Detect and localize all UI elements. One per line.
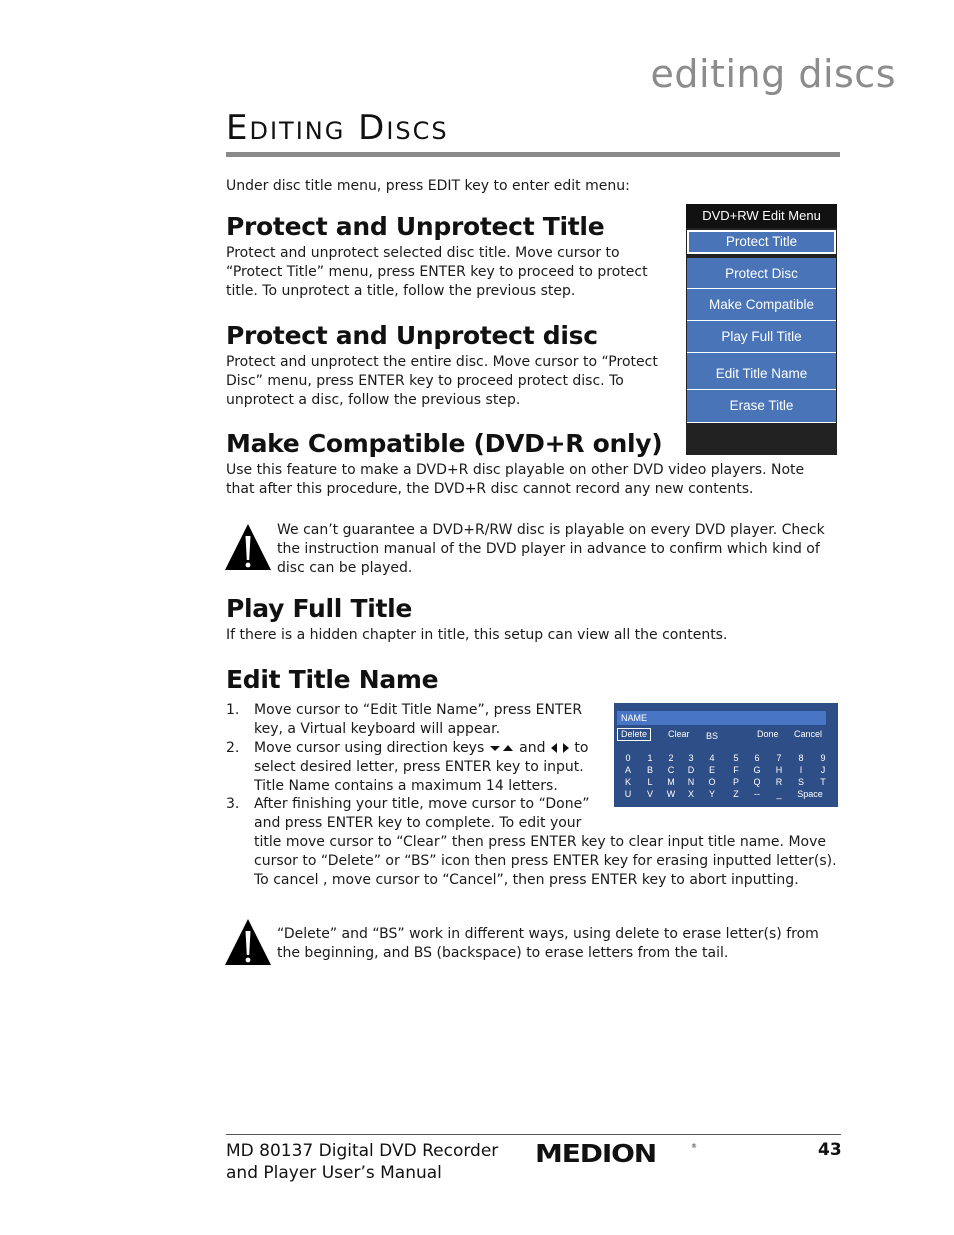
vkb-key: G [753,765,761,775]
vkb-key: Space [797,789,823,799]
section-protect-disc [226,321,678,410]
vkb-clear-key: Clear [668,729,690,739]
vkb-key: 7 [776,753,782,763]
vkb-key: E [708,765,715,775]
footer-line-2: and Player User’s Manual [226,1163,442,1183]
vkb-row [622,777,832,789]
vkb-key: 3 [688,753,694,763]
footer-rule [226,1134,841,1135]
vkb-key: H [775,765,783,775]
vkb-delete-key: Delete [617,728,651,741]
heading-protect-title: Protect and Unprotect Title [226,212,605,241]
heading-protect-disc: Protect and Unprotect disc [226,321,598,350]
vkb-key: K [624,777,631,787]
virtual-keyboard-image [614,703,838,807]
vkb-key: 9 [820,753,826,763]
vkb-key: R [775,777,783,787]
text-protect-title: Protect and unprotect selected disc title. Move cursor to “Protect Title” menu, press ENTER key to proceed to protect title. To unprotect a title, follow the previous step. [226,245,648,299]
down-up-arrows-icon [489,743,515,753]
section-protect-title [226,212,678,301]
warning-text-1: We can’t guarantee a DVD+R/RW disc is playable on every DVD player. Check the instruction manual of the DVD player in advance to confirm which kind of disc can be played. [277,522,825,576]
step-text-middle: and [519,740,546,756]
warning-triangle-icon [224,918,272,966]
vkb-key: 2 [668,753,674,763]
edit-menu-item-make-compatible: Make Compatible [687,289,836,321]
vkb-key: Y [708,789,715,799]
vkb-key: W [666,789,676,799]
vkb-row [622,765,832,777]
medion-logo [535,1141,699,1165]
section-edit-title-name [226,665,606,694]
vkb-key: B [646,765,653,775]
vkb-key: J [820,765,826,775]
warning-triangle-icon [224,523,272,571]
vkb-key: _ [776,789,782,799]
vkb-row [622,753,832,765]
vkb-key: Z [733,789,739,799]
section-make-compatible [226,429,826,499]
vkb-key: L [647,777,653,787]
step-2 [226,739,606,796]
vkb-key: S [797,777,804,787]
edit-menu-item-protect-disc: Protect Disc [687,258,836,289]
page-number: 43 [818,1140,842,1160]
vkb-key: U [624,789,632,799]
vkb-key: -- [754,789,760,799]
vkb-key: D [687,765,695,775]
step-3-body [254,795,838,890]
vkb-name-bar: NAME [617,711,826,725]
warning-text-2: “Delete” and “BS” work in different ways, using delete to erase letter(s) from the beginning, and BS (backspace) to erase letters from the tail. [277,926,819,961]
edit-menu-item-protect-title: Protect Title [687,230,836,254]
vkb-cancel-key: Cancel [794,729,823,739]
vkb-key: X [687,789,694,799]
warning-icon-1 [224,523,272,575]
steps-list [226,701,606,796]
warning-icon-2 [224,918,272,970]
vkb-key: P [732,777,739,787]
step-number: 3. [226,796,240,812]
heading-play-full-title: Play Full Title [226,594,413,623]
vkb-key: N [687,777,695,787]
vkb-key: O [708,777,716,787]
text-make-compatible: Use this feature to make a DVD+R disc playable on other DVD video players. Note that after this procedure, the DVD+R disc cannot record any new contents. [226,462,805,497]
vkb-key: 4 [709,753,715,763]
footer-manual-title [226,1140,498,1184]
heading-edit-title-name: Edit Title Name [226,665,439,694]
vkb-key: 0 [625,753,631,763]
step-1 [226,701,606,739]
page-title: Editing Discs [226,108,449,148]
left-right-arrows-icon [550,743,570,753]
dvd-edit-menu-image [686,204,837,455]
vkb-key: A [624,765,631,775]
medion-logo-icon [535,1141,699,1165]
edit-menu-item-play-full-title: Play Full Title [687,321,836,353]
edit-menu-title: DVD+RW Edit Menu [686,204,837,228]
heading-make-compatible: Make Compatible (DVD+R only) [226,429,663,458]
vkb-key: I [799,765,803,775]
step-text-before: Move cursor using direction keys [254,740,485,756]
edit-menu-item-edit-title-name: Edit Title Name [687,353,836,390]
step-text: Move cursor to “Edit Title Name”, press ENTER key, a Virtual keyboard will appear. [254,702,583,737]
intro-text: Under disc title menu, press EDIT key to enter edit menu: [226,178,630,194]
edit-menu-item-erase-title: Erase Title [687,390,836,423]
vkb-key: 8 [798,753,804,763]
svg-text:®: ® [691,1143,697,1150]
vkb-bs-key: BS [706,731,719,741]
vkb-key: 6 [754,753,760,763]
step-number: 2. [226,740,240,756]
svg-text:MEDION: MEDION [535,1141,657,1165]
step-text: After finishing your title, move cursor to “Done” and press ENTER key to complete. To edit your title move cursor to “Clear” then press ENTER key to clear input title name. Move cursor to “Delete” or “BS” icon then press ENTER key for erasing inputted letter(s). To cancel , move cursor to “Cancel”, then press ENTER key to abort inputting. [254,796,837,888]
title-rule [226,152,840,157]
footer-line-1: MD 80137 Digital DVD Recorder [226,1141,499,1161]
vkb-row [622,789,832,801]
vkb-done-key: Done [757,729,779,739]
vkb-key: C [667,765,675,775]
step-number: 1. [226,702,240,718]
running-head: editing discs [650,52,896,96]
vkb-key: V [646,789,653,799]
text-play-full-title: If there is a hidden chapter in title, this setup can view all the contents. [226,627,728,643]
vkb-key: 5 [733,753,739,763]
vkb-key: Q [753,777,761,787]
text-protect-disc: Protect and unprotect the entire disc. Move cursor to “Protect Disc” menu, press ENTER key to proceed protect disc. To unprotect a disc, follow the previous step. [226,354,658,408]
vkb-key: M [667,777,675,787]
section-play-full-title [226,594,826,645]
vkb-key: 1 [647,753,653,763]
step-text-after: to select desired letter, press ENTER key to input. Title Name contains a maximum 14 letters. [254,740,589,794]
step-3 [226,795,838,890]
vkb-key: F [733,765,739,775]
vkb-key: T [820,777,826,787]
